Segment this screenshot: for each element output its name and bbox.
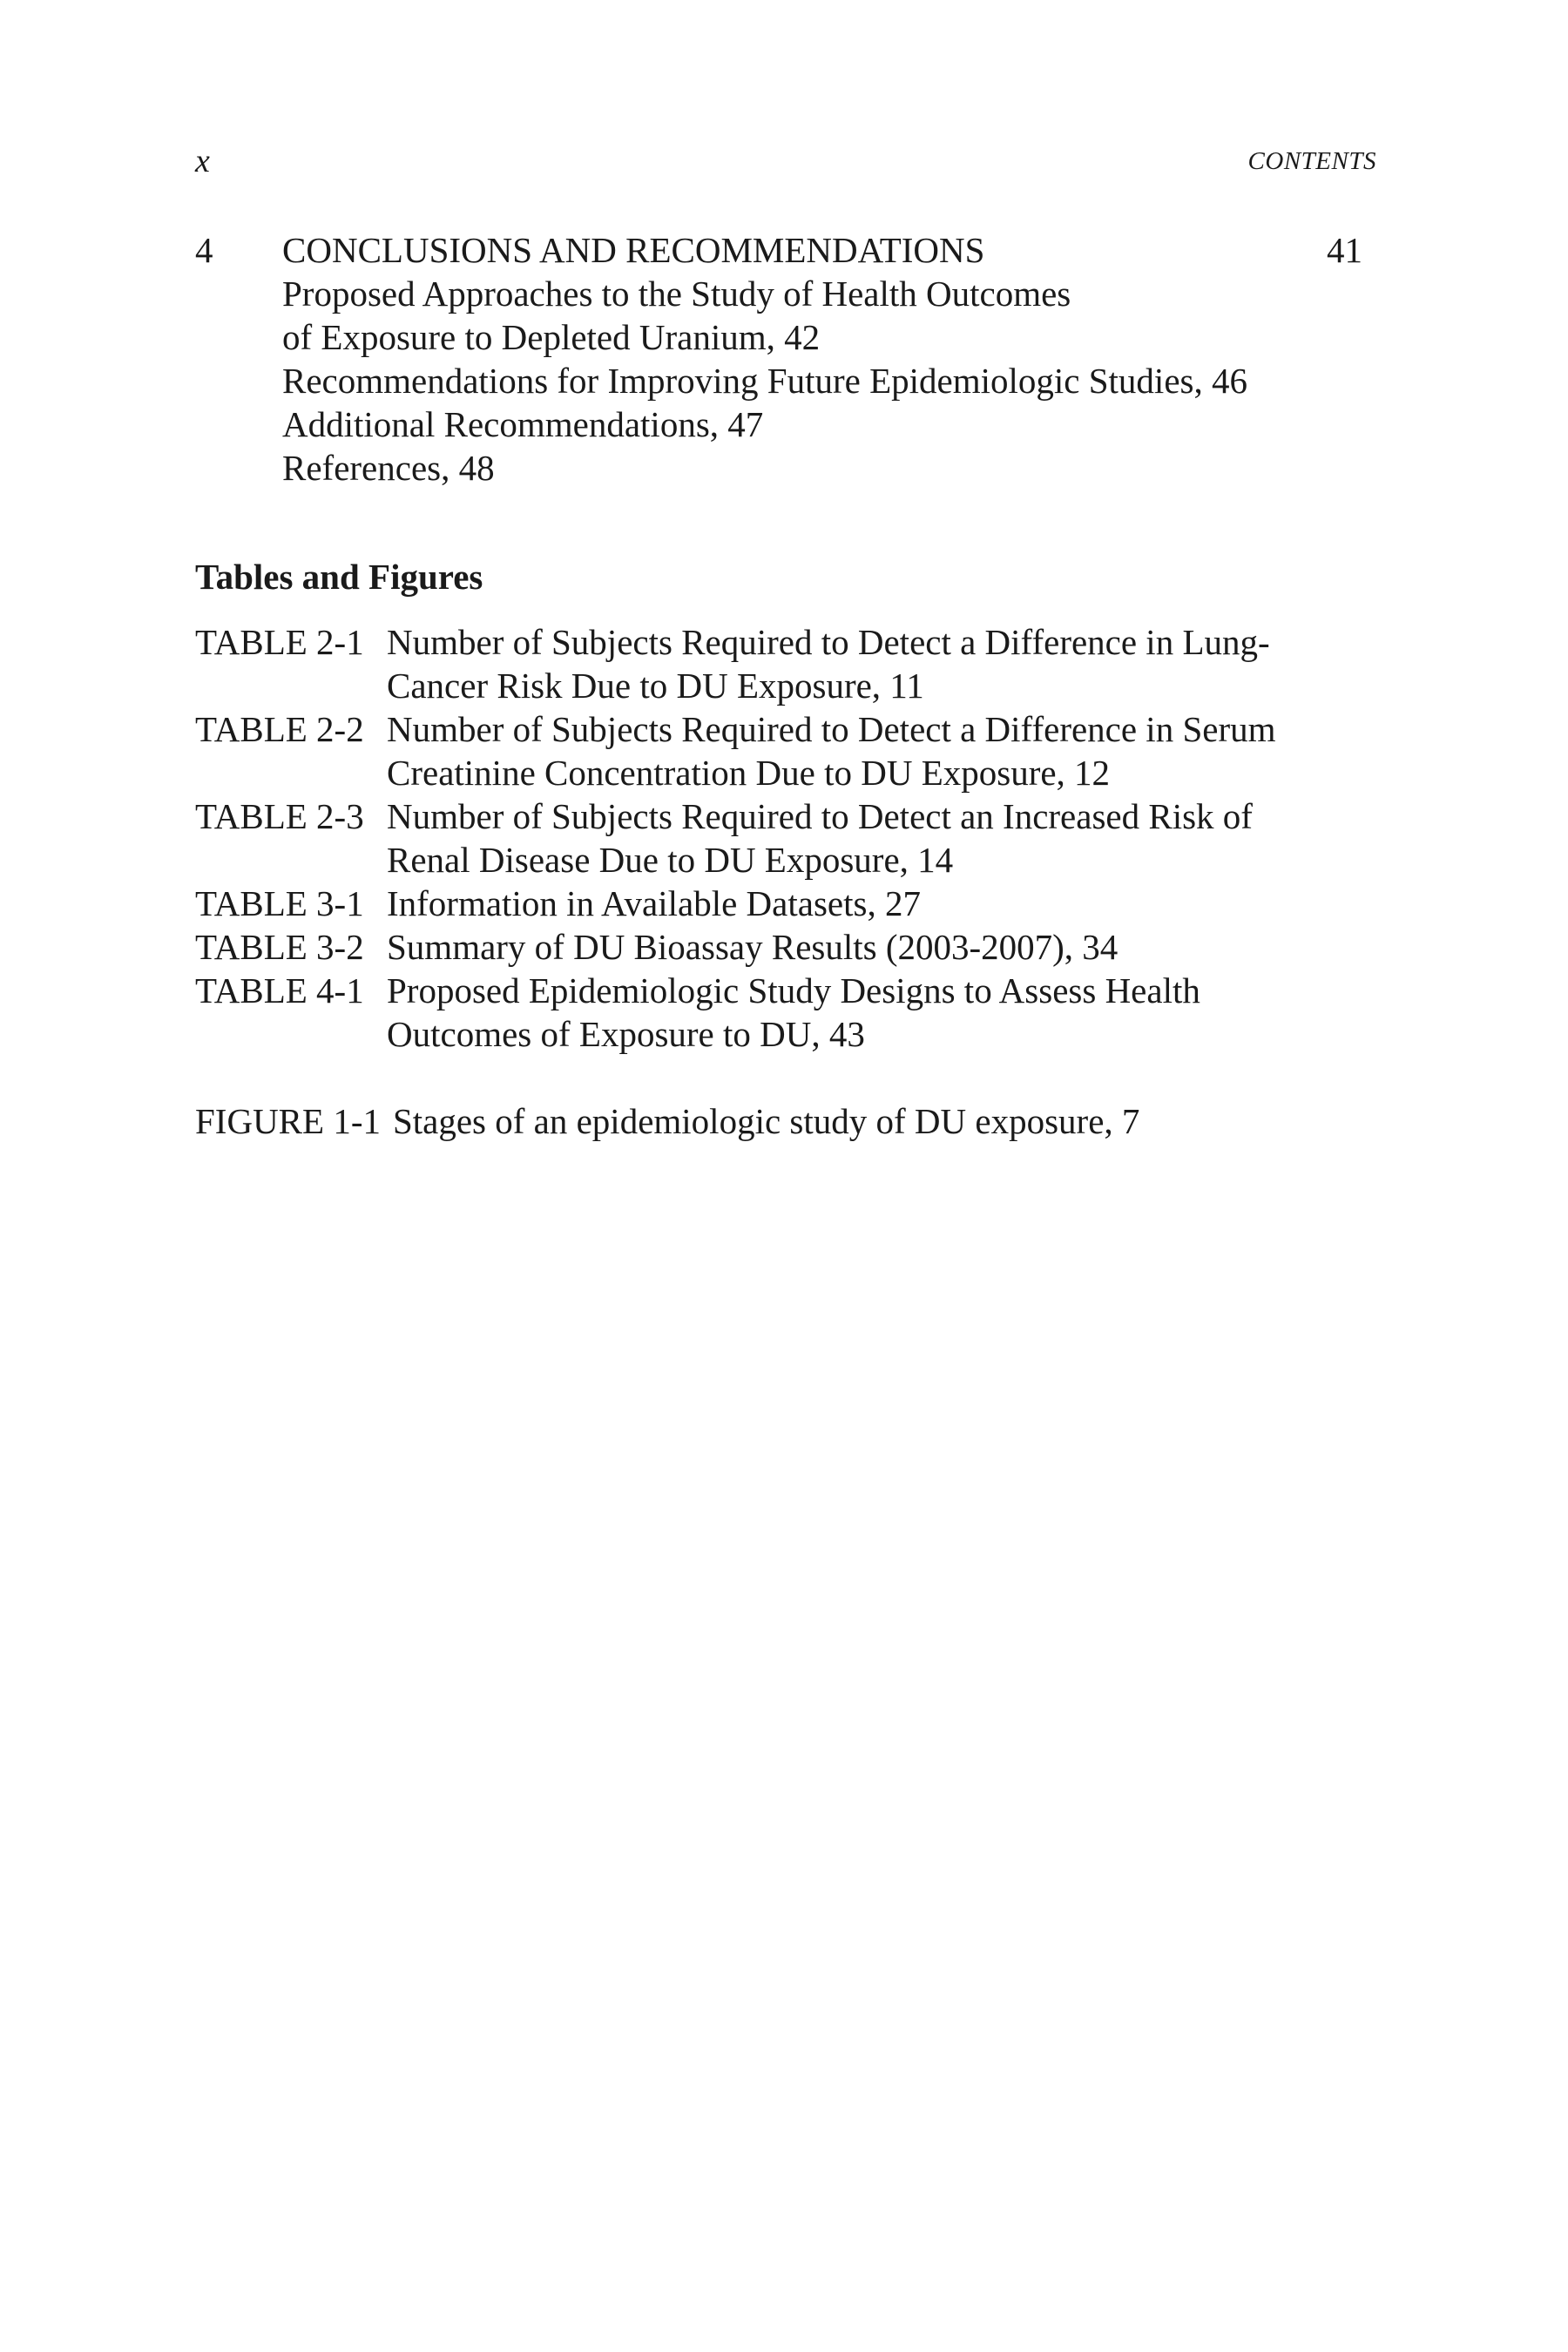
list-item: [195, 925, 1362, 969]
section-entry-line: Recommendations for Improving Future Epidemiologic Studies, 46: [282, 361, 1247, 401]
table-label: TABLE 2-2: [195, 709, 364, 749]
list-item: [195, 620, 1362, 707]
list-item: [195, 969, 1362, 1056]
table-title: [387, 882, 1362, 925]
table-title-line: Creatinine Concentration Due to DU Exposure, 12: [387, 753, 1111, 793]
chapter-entry: [195, 228, 1362, 490]
section-entry-line: References, 48: [282, 448, 495, 488]
running-head: [195, 139, 1376, 183]
chapter-page-number: 41: [1327, 230, 1362, 270]
chapter-heading-row: [195, 228, 1362, 272]
table-title-line: Proposed Epidemiologic Study Designs to Assess Health: [387, 970, 1200, 1010]
chapter-section-list: [195, 272, 1362, 490]
table-title: [387, 925, 1362, 969]
table-title-line: Number of Subjects Required to Detect an Increased Risk of: [387, 796, 1253, 836]
chapter-number: 4: [195, 230, 213, 270]
tables-and-figures-heading: Tables and Figures: [195, 557, 483, 597]
figures-list: [195, 1099, 1362, 1143]
table-label: TABLE 4-1: [195, 970, 364, 1010]
table-title-line: Number of Subjects Required to Detect a Difference in Lung-: [387, 622, 1270, 662]
table-label: TABLE 3-1: [195, 883, 364, 923]
table-title-line: Cancer Risk Due to DU Exposure, 11: [387, 666, 924, 706]
table-label: TABLE 2-1: [195, 622, 364, 662]
list-item: [282, 272, 1362, 359]
table-label: TABLE 2-3: [195, 796, 364, 836]
list-item: [282, 402, 1362, 446]
list-item: [282, 359, 1362, 402]
table-title-line: Outcomes of Exposure to DU, 43: [387, 1014, 865, 1054]
table-title-line: Summary of DU Bioassay Results (2003-2007), 34: [387, 927, 1119, 967]
table-title: [387, 707, 1362, 794]
list-item: [195, 707, 1362, 794]
table-label: TABLE 3-2: [195, 927, 364, 967]
list-item: [195, 1099, 1362, 1143]
chapter-title: CONCLUSIONS AND RECOMMENDATIONS: [282, 230, 985, 270]
table-title: [387, 969, 1362, 1056]
list-item: [195, 882, 1362, 925]
section-entry-line: of Exposure to Depleted Uranium, 42: [282, 317, 821, 357]
list-item: [282, 446, 1362, 490]
tables-list: [195, 620, 1362, 1056]
figure-label: FIGURE 1-1: [195, 1101, 381, 1141]
running-head-title: CONTENTS: [1247, 147, 1376, 175]
table-title-line: Information in Available Datasets, 27: [387, 883, 921, 923]
page-number: x: [195, 143, 210, 179]
section-entry-line: Proposed Approaches to the Study of Health Outcomes: [282, 274, 1071, 314]
table-title: [387, 794, 1362, 882]
table-title-line: Renal Disease Due to DU Exposure, 14: [387, 840, 954, 880]
figure-title: Stages of an epidemiologic study of DU exposure, 7: [392, 1101, 1140, 1141]
table-title-line: Number of Subjects Required to Detect a Difference in Serum: [387, 709, 1276, 749]
table-title: [387, 620, 1362, 707]
list-item: [195, 794, 1362, 882]
section-entry-line: Additional Recommendations, 47: [282, 404, 764, 444]
